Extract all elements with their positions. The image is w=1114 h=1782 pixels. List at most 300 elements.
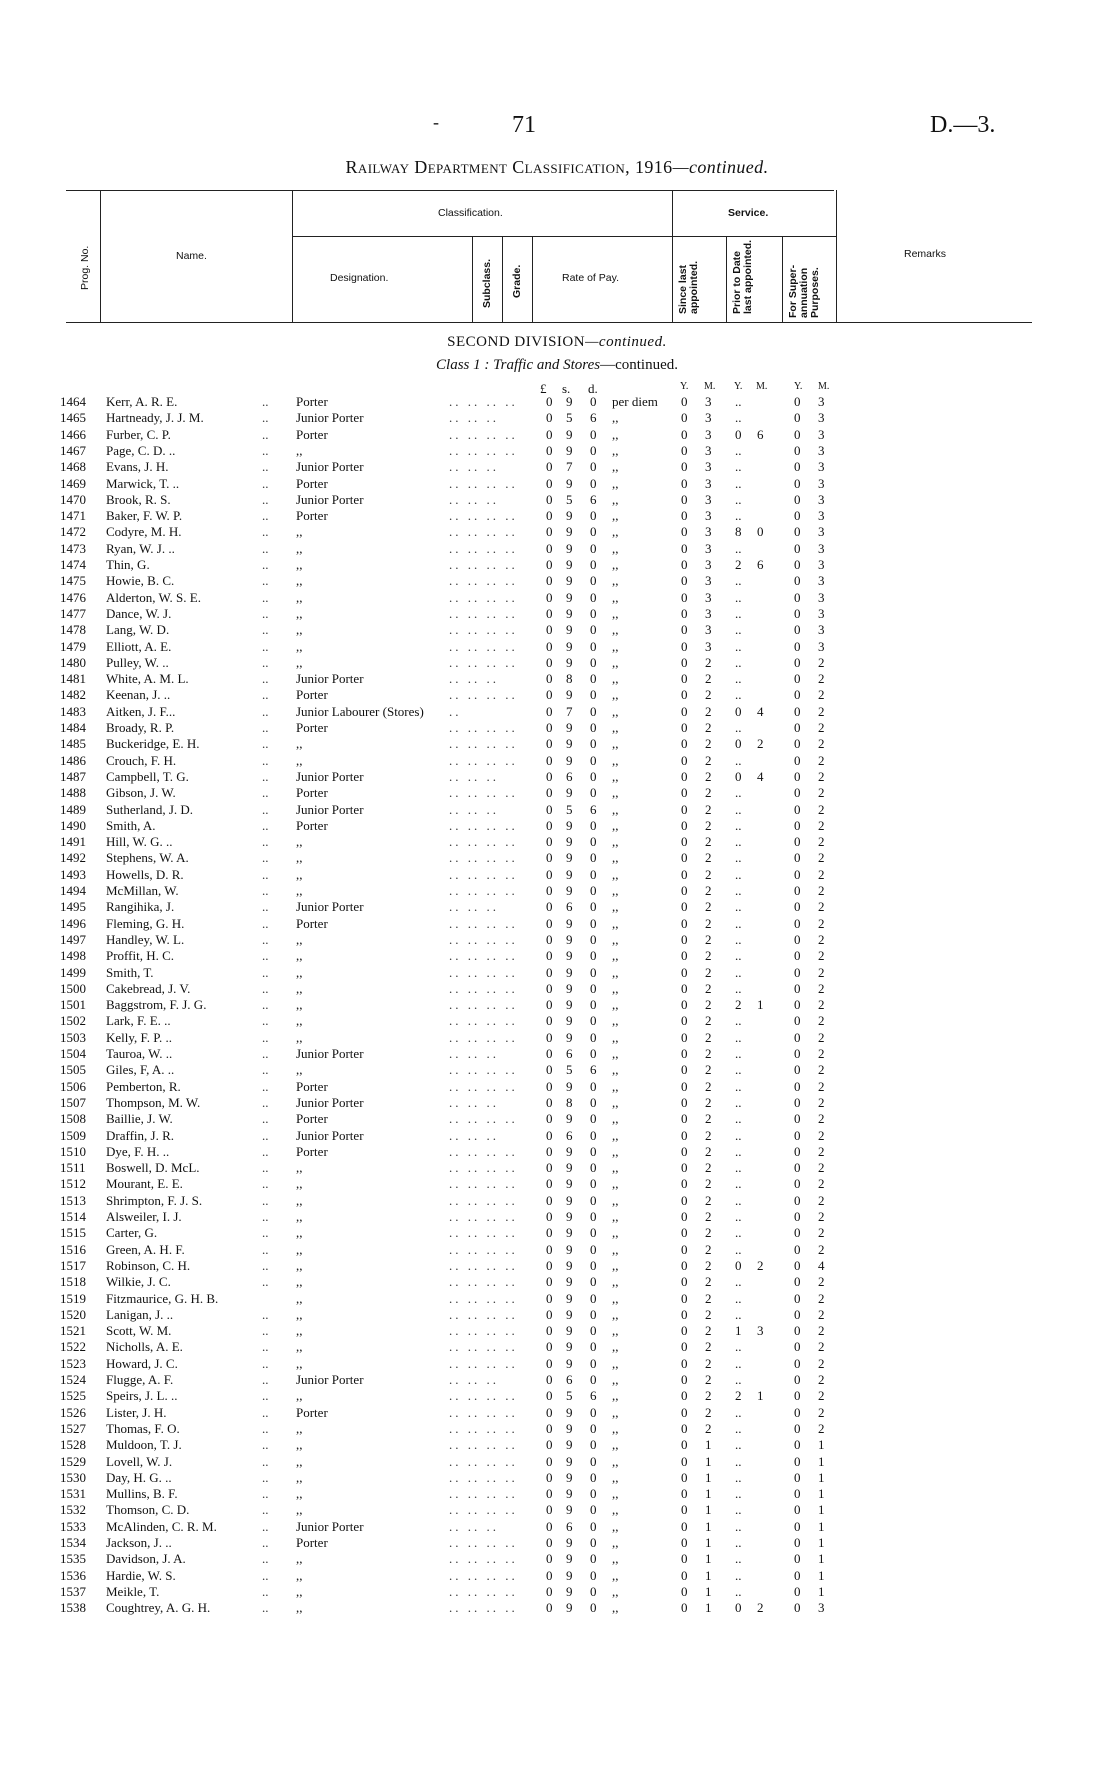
leader-dots: .. — [262, 1453, 269, 1469]
pay-pence: 6 — [590, 1062, 597, 1078]
table-row — [0, 1095, 1114, 1111]
pay-period: ,, — [612, 1257, 619, 1273]
pay-pence: 0 — [590, 1567, 597, 1583]
since-years: 0 — [681, 883, 688, 898]
prog-no: 1504 — [60, 1046, 86, 1061]
pay-shillings: 9 — [566, 654, 573, 670]
super-months: 2 — [818, 980, 825, 996]
pay-pence: 0 — [590, 785, 597, 801]
prog-no: 1519 — [60, 1290, 86, 1306]
pay-pence: 0 — [590, 1306, 597, 1322]
super-years: 0 — [794, 1339, 801, 1355]
super-years: 0 — [794, 524, 801, 540]
employee-name: Furber, C. P. — [106, 426, 171, 442]
super-years: 0 — [794, 410, 801, 426]
designation: ,, — [296, 850, 303, 866]
pay-shillings: 9 — [566, 1143, 573, 1159]
super-years: 0 — [794, 1046, 801, 1061]
pay-pounds: 0 — [546, 1372, 553, 1387]
leader-dots: .. — [262, 1127, 269, 1143]
since-years: 0 — [681, 1062, 688, 1078]
super-years: 0 — [794, 768, 801, 784]
table-row — [0, 1160, 1114, 1176]
prog-no: 1536 — [60, 1567, 86, 1583]
pay-pence: 0 — [590, 1583, 597, 1599]
pay-period: ,, — [612, 1209, 619, 1224]
leader-dots: .. .. .. .. — [449, 752, 518, 768]
leader-dots: .. — [262, 1176, 269, 1192]
pay-pence: 0 — [590, 883, 597, 898]
pay-pounds: 0 — [546, 426, 553, 442]
table-row — [0, 1193, 1114, 1209]
leader-dots: .. — [262, 736, 269, 752]
pay-pounds: 0 — [546, 1323, 553, 1339]
pay-pence: 0 — [590, 1551, 597, 1567]
pay-period: ,, — [612, 768, 619, 784]
designation: ,, — [296, 980, 303, 996]
since-months: 2 — [705, 915, 712, 931]
pay-shillings: 9 — [566, 720, 573, 735]
since-months: 2 — [705, 866, 712, 882]
super-years: 0 — [794, 899, 801, 915]
pay-pence: 0 — [590, 1111, 597, 1127]
pay-shillings: 6 — [566, 1518, 573, 1534]
pay-pence: 6 — [590, 801, 597, 817]
since-years: 0 — [681, 1143, 688, 1159]
since-years: 0 — [681, 1404, 688, 1420]
pay-pence: 0 — [590, 1535, 597, 1550]
leader-dots: .. .. .. .. — [449, 1388, 518, 1404]
designation: Junior Labourer (Stores) — [296, 703, 424, 719]
super-years: 0 — [794, 883, 801, 898]
table-row — [0, 1030, 1114, 1046]
pay-period: ,, — [612, 1420, 619, 1436]
pay-shillings: 5 — [566, 1062, 573, 1078]
table-row — [0, 1274, 1114, 1290]
pay-pounds: 0 — [546, 1306, 553, 1322]
table-row — [0, 834, 1114, 850]
super-months: 2 — [818, 687, 825, 703]
pay-period: ,, — [612, 834, 619, 850]
since-years: 0 — [681, 1323, 688, 1339]
pay-period: ,, — [612, 605, 619, 621]
super-months: 3 — [818, 524, 825, 540]
employee-name: Pulley, W. .. — [106, 654, 169, 670]
super-years: 0 — [794, 948, 801, 964]
employee-name: Mullins, B. F. — [106, 1486, 178, 1502]
pay-pounds: 0 — [546, 1453, 553, 1469]
pay-pounds: 0 — [546, 1535, 553, 1550]
pay-shillings: 9 — [566, 931, 573, 947]
pay-shillings: 9 — [566, 817, 573, 833]
pay-shillings: 9 — [566, 1290, 573, 1306]
leader-dots: .. .. .. .. — [449, 720, 518, 735]
table-row — [0, 573, 1114, 589]
leader-dots: .. .. .. .. — [449, 817, 518, 833]
prior-years: .. — [735, 394, 742, 409]
leader-dots: .. .. .. .. — [449, 785, 518, 801]
since-years: 0 — [681, 1551, 688, 1567]
pay-shillings: 9 — [566, 508, 573, 524]
designation: Porter — [296, 1535, 328, 1550]
super-years: 0 — [794, 752, 801, 768]
leader-dots: .. .. .. .. — [449, 508, 518, 524]
pay-shillings: 9 — [566, 475, 573, 491]
prog-no: 1506 — [60, 1078, 86, 1094]
employee-name: Baggstrom, F. J. G. — [106, 997, 207, 1013]
employee-name: Crouch, F. H. — [106, 752, 177, 768]
pay-period: ,, — [612, 1469, 619, 1485]
pay-pounds: 0 — [546, 1192, 553, 1208]
leader-dots: .. .. .. .. — [449, 1290, 518, 1306]
employee-name: Alderton, W. S. E. — [106, 589, 201, 605]
pay-pounds: 0 — [546, 1209, 553, 1224]
super-years: 0 — [794, 687, 801, 703]
leader-dots: .. .. .. — [449, 768, 499, 784]
header-since-last: Since last appointed. — [677, 260, 700, 314]
pay-pounds: 0 — [546, 866, 553, 882]
since-months: 2 — [705, 703, 712, 719]
pay-pounds: 0 — [546, 1551, 553, 1567]
pay-shillings: 5 — [566, 491, 573, 507]
since-months: 2 — [705, 1339, 712, 1355]
pay-shillings: 9 — [566, 1404, 573, 1420]
pay-pence: 0 — [590, 1127, 597, 1143]
class-label: Class 1 : — [436, 357, 494, 373]
designation: ,, — [296, 638, 303, 654]
prior-years: .. — [735, 1339, 742, 1355]
leader-dots: .. — [262, 801, 269, 817]
since-months: 1 — [705, 1535, 712, 1550]
since-years: 0 — [681, 1176, 688, 1192]
super-months: 4 — [818, 1257, 825, 1273]
pay-period: ,, — [612, 736, 619, 752]
employee-name: Shrimpton, F. J. S. — [106, 1192, 203, 1208]
super-years: 0 — [794, 1209, 801, 1224]
super-years: 0 — [794, 394, 801, 409]
pay-pence: 0 — [590, 1486, 597, 1502]
super-years: 0 — [794, 1372, 801, 1387]
table-row — [0, 1079, 1114, 1095]
table-row — [0, 932, 1114, 948]
pay-pence: 0 — [590, 1600, 597, 1616]
pay-pence: 0 — [590, 817, 597, 833]
super-years: 0 — [794, 1420, 801, 1436]
pay-pounds: 0 — [546, 459, 553, 475]
pay-period: ,, — [612, 1143, 619, 1159]
employee-name: Dance, W. J. — [106, 605, 172, 621]
pay-shillings: 7 — [566, 459, 573, 475]
leader-dots: .. .. .. .. — [449, 1420, 518, 1436]
super-months: 2 — [818, 866, 825, 882]
since-years: 0 — [681, 1355, 688, 1371]
designation: Porter — [296, 817, 328, 833]
employee-name: Giles, F, A. .. — [106, 1062, 175, 1078]
table-row — [0, 965, 1114, 981]
leader-dots: .. .. .. .. — [449, 1257, 518, 1273]
since-months: 2 — [705, 687, 712, 703]
prog-no: 1495 — [60, 899, 86, 915]
prog-no: 1511 — [60, 1160, 86, 1176]
table-row — [0, 1486, 1114, 1502]
since-months: 2 — [705, 1404, 712, 1420]
pay-shillings: 9 — [566, 834, 573, 850]
pay-period: ,, — [612, 557, 619, 572]
pay-pounds: 0 — [546, 1046, 553, 1061]
super-months: 1 — [818, 1453, 825, 1469]
since-months: 2 — [705, 720, 712, 735]
pay-shillings: 9 — [566, 557, 573, 572]
since-months: 2 — [705, 1420, 712, 1436]
prog-no: 1525 — [60, 1388, 86, 1404]
pay-shillings: 9 — [566, 1502, 573, 1518]
since-years: 0 — [681, 1078, 688, 1094]
pay-shillings: 6 — [566, 1046, 573, 1061]
super-months: 2 — [818, 1143, 825, 1159]
prior-years: 0 — [735, 768, 742, 784]
super-months: 2 — [818, 1225, 825, 1241]
leader-dots: .. — [262, 931, 269, 947]
prior-years: .. — [735, 1225, 742, 1241]
leader-dots: .. — [262, 768, 269, 784]
header-grade: Grade. — [511, 264, 523, 298]
leader-dots: .. — [262, 605, 269, 621]
super-years: 0 — [794, 426, 801, 442]
header-superannuation: For Super-annuation Purposes. — [787, 264, 821, 318]
leader-dots: .. .. .. .. — [449, 654, 518, 670]
unit-prior-y: Y. — [734, 381, 743, 392]
leader-dots: .. .. .. — [449, 410, 499, 426]
table-row — [0, 443, 1114, 459]
leader-dots: .. .. .. .. — [449, 883, 518, 898]
pay-period: ,, — [612, 1241, 619, 1257]
prog-no: 1534 — [60, 1535, 86, 1550]
pay-pence: 0 — [590, 1225, 597, 1241]
prog-no: 1470 — [60, 491, 86, 507]
super-months: 2 — [818, 899, 825, 915]
leader-dots: .. .. .. .. — [449, 1225, 518, 1241]
pay-pence: 0 — [590, 1437, 597, 1453]
since-months: 3 — [705, 605, 712, 621]
prog-no: 1529 — [60, 1453, 86, 1469]
employee-name: Alsweiler, I. J. — [106, 1209, 182, 1224]
pay-pounds: 0 — [546, 1013, 553, 1029]
leader-dots: .. .. .. .. — [449, 931, 518, 947]
since-years: 0 — [681, 589, 688, 605]
prior-years: .. — [735, 1241, 742, 1257]
prior-years: .. — [735, 785, 742, 801]
pay-pounds: 0 — [546, 1567, 553, 1583]
super-months: 3 — [818, 1600, 825, 1616]
header-classification: Classification. — [438, 207, 503, 219]
pay-period: ,, — [612, 1192, 619, 1208]
table-row — [0, 1405, 1114, 1421]
prior-years: .. — [735, 671, 742, 687]
since-months: 3 — [705, 638, 712, 654]
pay-pounds: 0 — [546, 915, 553, 931]
col-divider — [532, 236, 533, 322]
pay-pence: 0 — [590, 687, 597, 703]
pay-shillings: 9 — [566, 589, 573, 605]
since-years: 0 — [681, 638, 688, 654]
pay-pounds: 0 — [546, 638, 553, 654]
leader-dots: .. .. .. — [449, 1046, 499, 1061]
leader-dots: .. — [262, 394, 269, 409]
leader-dots: .. — [262, 1518, 269, 1534]
pay-pounds: 0 — [546, 508, 553, 524]
employee-name: Meikle, T. — [106, 1583, 160, 1599]
employee-name: Kerr, A. R. E. — [106, 394, 178, 409]
designation: ,, — [296, 654, 303, 670]
super-months: 2 — [818, 1160, 825, 1176]
pay-pounds: 0 — [546, 1176, 553, 1192]
leader-dots: .. — [262, 1062, 269, 1078]
leader-dots: .. — [262, 915, 269, 931]
super-years: 0 — [794, 1013, 801, 1029]
since-years: 0 — [681, 736, 688, 752]
prior-months: 0 — [757, 524, 764, 540]
pay-period: ,, — [612, 1029, 619, 1045]
leader-dots: .. .. .. .. — [449, 1241, 518, 1257]
table-row — [0, 769, 1114, 785]
super-years: 0 — [794, 1355, 801, 1371]
pay-pounds: 0 — [546, 1486, 553, 1502]
super-months: 1 — [818, 1486, 825, 1502]
pay-pence: 0 — [590, 1323, 597, 1339]
leader-dots: .. — [262, 671, 269, 687]
pay-pounds: 0 — [546, 622, 553, 638]
super-months: 2 — [818, 1192, 825, 1208]
pay-pence: 0 — [590, 1453, 597, 1469]
super-months: 1 — [818, 1518, 825, 1534]
pay-period: ,, — [612, 980, 619, 996]
leader-dots: .. — [262, 1551, 269, 1567]
pay-pence: 0 — [590, 1274, 597, 1290]
super-years: 0 — [794, 622, 801, 638]
pay-shillings: 9 — [566, 1437, 573, 1453]
since-months: 1 — [705, 1453, 712, 1469]
designation: ,, — [296, 1225, 303, 1241]
employee-name: White, A. M. L. — [106, 671, 189, 687]
pay-period: ,, — [612, 1062, 619, 1078]
leader-dots: .. .. .. — [449, 1094, 499, 1110]
leader-dots: .. — [262, 687, 269, 703]
super-months: 2 — [818, 768, 825, 784]
designation: Junior Porter — [296, 1094, 364, 1110]
pay-period: ,, — [612, 1323, 619, 1339]
pay-period: ,, — [612, 931, 619, 947]
super-months: 3 — [818, 557, 825, 572]
prog-no: 1532 — [60, 1502, 86, 1518]
pay-period: ,, — [612, 1176, 619, 1192]
leader-dots: .. .. .. .. — [449, 394, 518, 409]
pay-pence: 0 — [590, 622, 597, 638]
pay-period: ,, — [612, 508, 619, 524]
table-row — [0, 948, 1114, 964]
employee-name: Green, A. H. F. — [106, 1241, 185, 1257]
employee-name: Gibson, J. W. — [106, 785, 176, 801]
leader-dots: .. .. .. — [449, 801, 499, 817]
super-years: 0 — [794, 1306, 801, 1322]
pay-period: ,, — [612, 491, 619, 507]
pay-period: ,, — [612, 1486, 619, 1502]
pay-shillings: 7 — [566, 703, 573, 719]
prog-no: 1497 — [60, 931, 86, 947]
prior-years: .. — [735, 1127, 742, 1143]
designation: ,, — [296, 1062, 303, 1078]
since-years: 0 — [681, 980, 688, 996]
pay-pounds: 0 — [546, 1078, 553, 1094]
employee-name: Dye, F. H. .. — [106, 1143, 170, 1159]
pay-period: ,, — [612, 817, 619, 833]
prior-years: .. — [735, 1176, 742, 1192]
table-row — [0, 1307, 1114, 1323]
pay-pence: 0 — [590, 915, 597, 931]
table-row — [0, 1437, 1114, 1453]
leader-dots: .. .. .. .. — [449, 573, 518, 589]
prog-no: 1464 — [60, 394, 86, 409]
prog-no: 1533 — [60, 1518, 86, 1534]
prior-years: .. — [735, 1111, 742, 1127]
unit-prior-m: M. — [756, 381, 768, 392]
super-months: 1 — [818, 1583, 825, 1599]
super-months: 2 — [818, 1274, 825, 1290]
pay-pounds: 0 — [546, 1388, 553, 1404]
prior-years: 0 — [735, 703, 742, 719]
designation: Porter — [296, 1143, 328, 1159]
pay-period: ,, — [612, 752, 619, 768]
prog-no: 1492 — [60, 850, 86, 866]
super-years: 0 — [794, 589, 801, 605]
designation: ,, — [296, 589, 303, 605]
prior-years: .. — [735, 1274, 742, 1290]
prog-no: 1475 — [60, 573, 86, 589]
leader-dots: .. .. .. .. — [449, 997, 518, 1013]
table-row — [0, 736, 1114, 752]
super-years: 0 — [794, 475, 801, 491]
prog-no: 1524 — [60, 1372, 86, 1387]
prog-no: 1494 — [60, 883, 86, 898]
header-rate-of-pay: Rate of Pay. — [562, 272, 620, 284]
super-years: 0 — [794, 1029, 801, 1045]
table-row — [0, 981, 1114, 997]
pay-pounds: 0 — [546, 589, 553, 605]
super-years: 0 — [794, 1078, 801, 1094]
since-years: 0 — [681, 1209, 688, 1224]
employee-name: Muldoon, T. J. — [106, 1437, 182, 1453]
since-years: 0 — [681, 508, 688, 524]
pay-shillings: 9 — [566, 573, 573, 589]
super-months: 3 — [818, 622, 825, 638]
leader-dots: .. — [262, 1306, 269, 1322]
super-months: 2 — [818, 1290, 825, 1306]
prog-no: 1516 — [60, 1241, 86, 1257]
since-years: 0 — [681, 785, 688, 801]
leader-dots: .. — [262, 883, 269, 898]
since-years: 0 — [681, 931, 688, 947]
page-dash: - — [433, 112, 439, 132]
designation: Junior Porter — [296, 899, 364, 915]
prog-no: 1487 — [60, 768, 86, 784]
prog-no: 1478 — [60, 622, 86, 638]
since-months: 2 — [705, 1160, 712, 1176]
class-heading — [0, 357, 1114, 374]
super-months: 1 — [818, 1551, 825, 1567]
prior-years: .. — [735, 1404, 742, 1420]
designation: ,, — [296, 524, 303, 540]
since-months: 2 — [705, 1225, 712, 1241]
leader-dots: .. — [262, 703, 269, 719]
